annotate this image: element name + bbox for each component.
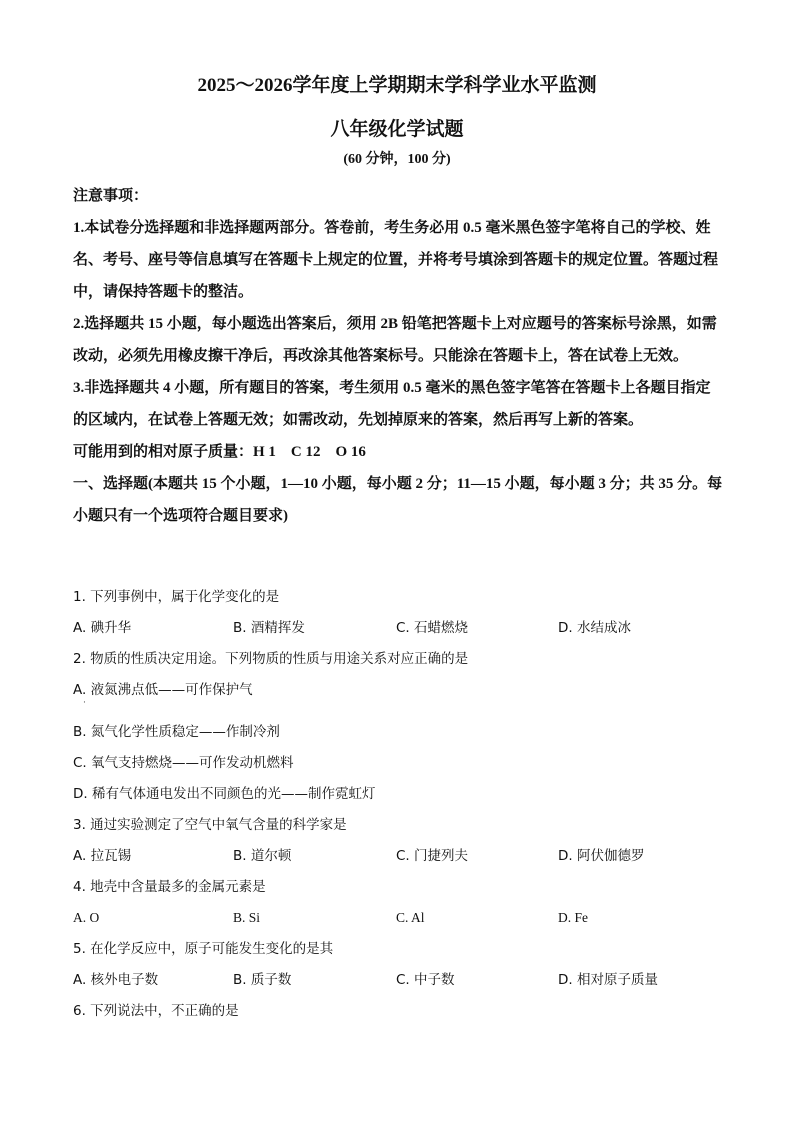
section-heading: 一、选择题(本题共 15 个小题，1—10 小题，每小题 2 分；11—15 小题，每小题 3 分；共 35 分。每小题只有一个选项符合题目要求) [73, 476, 723, 524]
instruction-item-2: 2.选择题共 15 小题，每小题选出答案后，须用 2B 铅笔把答题卡上对应题号的答案标号涂黑，如需改动，必须先用橡皮擦干净后，再改涂其他答案标号。只能涂在答题卡上，答在试卷上无效。 [73, 316, 717, 364]
option-c: C. Al [396, 910, 425, 925]
instruction-item-3: 3.非选择题共 4 小题，所有题目的答案，考生须用 0.5 毫米的黑色签字笔答在答题卡上各题目指定的区域内，在试卷上答题无效；如需改动，先划掉原来的答案，然后再写上新的答案。 [73, 380, 711, 428]
option-a: A. 碘升华 [73, 620, 132, 636]
option-c: C. 中子数 [396, 972, 455, 988]
exam-subtitle: 八年级化学试题 [330, 119, 464, 140]
instruction-item-1: 1.本试卷分选择题和非选择题两部分。答卷前，考生务必用 0.5 毫米黑色签字笔将自己的学校、姓名、考号、座号等信息填写在答题卡上规定的位置，并将考号填涂到答题卡的规定位置。答题过程中，请保持答题卡的整洁。 [73, 220, 719, 300]
question-stem: 5. 在化学反应中，原子可能发生变化的是其 [73, 941, 334, 957]
exam-title: 2025～2026学年度上学期期末学科学业水平监测 [197, 75, 597, 96]
option-d: D. 阿伏伽德罗 [558, 848, 645, 864]
option-d: D. 水结成冰 [558, 620, 631, 636]
question-stem: 6. 下列说法中，不正确的是 [73, 1003, 239, 1019]
option-b: B. 道尔顿 [233, 848, 292, 864]
option-a: A. 液氮沸点低——可作保护气 [73, 682, 253, 698]
option-d: D. Fe [558, 910, 588, 925]
question-stem: 3. 通过实验测定了空气中氧气含量的科学家是 [73, 817, 347, 833]
question-stem: 2. 物质的性质决定用途。下列物质的性质与用途关系对应正确的是 [73, 651, 469, 667]
instructions [73, 180, 723, 532]
option-b: B. 酒精挥发 [233, 620, 305, 636]
instructions-heading: 注意事项： [73, 188, 149, 204]
option-c: C. 石蜡燃烧 [396, 620, 469, 636]
exam-meta: (60 分钟，100 分) [343, 152, 451, 167]
option-b: B. 质子数 [233, 972, 292, 988]
option-a: A. 核外电子数 [73, 972, 159, 988]
atomic-mass-line: 可能用到的相对原子质量：H 1 C 12 O 16 [73, 444, 366, 460]
option-c: C. 门捷列夫 [396, 848, 469, 864]
option-a: A. 拉瓦锡 [73, 848, 132, 864]
question-stem: 1. 下列事例中，属于化学变化的是 [73, 589, 280, 605]
option-b: B. 氮气化学性质稳定——作制冷剂 [73, 724, 280, 740]
option-d: D. 稀有气体通电发出不同颜色的光——制作霓虹灯 [73, 786, 376, 802]
stray-mark: · [83, 698, 86, 708]
option-c: C. 氧气支持燃烧——可作发动机燃料 [73, 755, 294, 771]
question-stem: 4. 地壳中含量最多的金属元素是 [73, 879, 266, 895]
option-b: B. Si [233, 910, 261, 925]
option-a: A. O [73, 910, 100, 925]
option-d: D. 相对原子质量 [558, 972, 658, 988]
